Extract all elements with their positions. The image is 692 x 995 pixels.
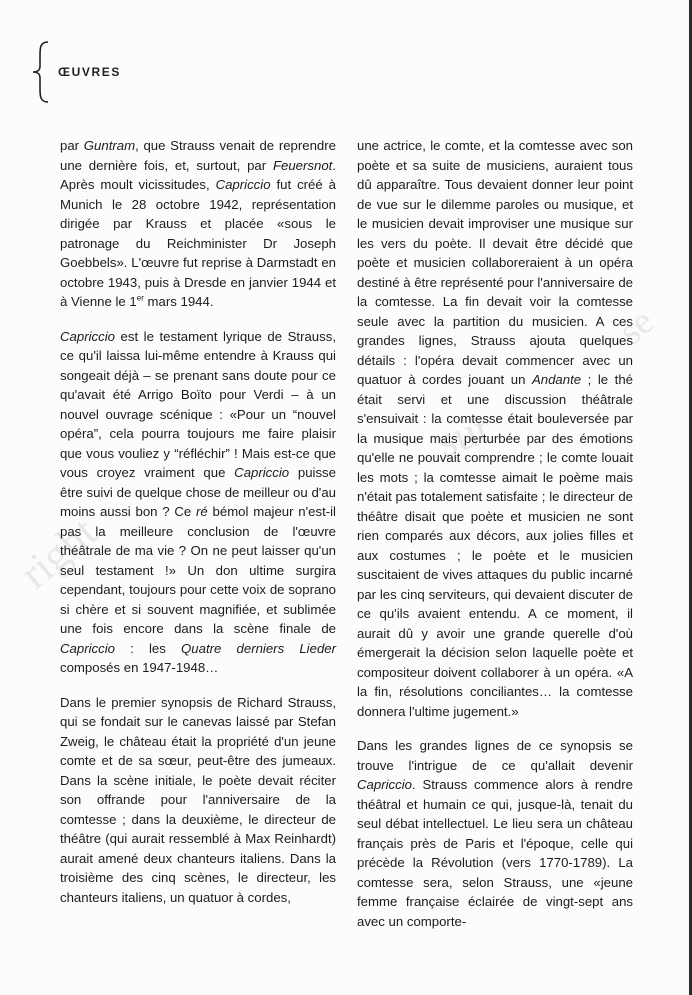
paragraph: Dans le premier synopsis de Richard Strauss, qui se fondait sur le canevas laissé par Stefan Zweig, le château était la propriété d'un jeune comte et de sa sœur, peut-être des jumeaux. Dans la scène initiale, le poète devait réciter son offrande pour l'anniversaire de la comtesse ; dans la deuxième, le directeur de théâtre (qui aurait ressemblé à Max Reinhardt) aurait amené deux chanteurs italiens. Dans la troisième des cinq scènes, le directeur, les chanteurs italiens, un quatuor à cordes, bbox=[60, 694, 336, 905]
watermark-left: right bbox=[10, 507, 106, 599]
watermark-right: se bbox=[610, 300, 662, 353]
left-column bbox=[60, 136, 336, 907]
paragraph: par Guntram, que Strauss venait de reprendre une dernière fois, et, surtout, par Feuersnot. Après moult vicissitudes, Capriccio fut créé à Munich le 28 octobre 1942, représentation dirigée par Krauss et placée «sous le patronage du Reichminister Dr Joseph Goebbels». L'œuvre fut reprise à Darmstadt en octobre 1943, puis à Dresde en janvier 1944 et à Vienne le 1er mars 1944. bbox=[60, 138, 336, 309]
paragraph: Dans les grandes lignes de ce synopsis se trouve l'intrigue de ce qu'allait devenir Capriccio. Strauss commence alors à rendre théâtral et humain ce qui, jusque-là, tenait du seul débat intellectuel. Le lieu sera un château français près de Paris et l'époque, celle qui précède la Révolution (vers 1770-1789). La comtesse sera, selon Strauss, une «jeune femme française éclairée de vingt-sept ans avec un comporte- bbox=[357, 738, 633, 929]
brace-icon bbox=[30, 40, 52, 104]
section-label: ŒUVRES bbox=[58, 65, 121, 79]
right-column bbox=[357, 136, 633, 931]
paragraph: Capriccio est le testament lyrique de Strauss, ce qu'il laissa lui-même entendre à Krauss qui songeait déjà – se prenant sans doute pour ce qu'avait été Arrigo Boïto pour Verdi – à un nouvel ouvrage scénique : «Pour un “nouvel opéra”, cela pourra toujours me faire plaisir que vous vouliez y “réfléchir” ! Mais est-ce que vous croyez vraiment que Capriccio puisse être suivi de quelque chose de meilleur ou d'au moins aussi bon ? Ce ré bémol majeur n'est-il pas la meilleure conclusion de l'œuvre théâtrale de ma vie ? On ne peut laisser qu'un seul testament !» Un don ultime surgira cependant, toujours pour cette voix de soprano si chère et si souvent magnifiée, et sublimée une fois encore dans la scène finale de Capriccio : les Quatre derniers Lieder composés en 1947-1948… bbox=[60, 328, 337, 675]
watermark-center: sur bbox=[430, 402, 498, 467]
paragraph: une actrice, le comte, et la comtesse avec son poète et sa suite de musiciens, auraient tous dû apparaître. Tous devaient donner leur point de vue sur le dilemme paroles ou musique, et le musicien devait improviser une musique sur les vers du poète. Il devait être décidé que poète et musicien collaboreraient à un opéra destiné à être représenté pour l'anniversaire de la comtesse. La fin devait voir la comtesse seule avec la partition du musicien. A ces grandes lignes, Strauss ajouta quelques détails : l'opéra devait commencer avec un quatuor à cordes jouant un Andante ; le thé était servi et une discussion théâtrale s'ensuivait : la comtesse était bouleversée par la musique mais perturbée par des émotions qu'elle ne pouvait comprendre ; le comte louait les mots ; la comtesse aimait le poème mais n'était pas totalement satisfaite ; le directeur de théâtre disait que poète et musicien ne sont rien comparés aux décors, aux jolies filles et aux costumes ; le poète et le musicien suscitaient de vives attaques du public incarné par les cinq serviteurs, qui devaient discuter de ce qu'ils avaient entendu. A ce moment, il aurait dû y avoir une grande querelle d'où émergerait la décision selon laquelle poète et compositeur doivent collaborer à un opéra. «A la fin, résolutions conciliantes… la comtesse donnera l'ultime jugement.» bbox=[357, 138, 633, 719]
